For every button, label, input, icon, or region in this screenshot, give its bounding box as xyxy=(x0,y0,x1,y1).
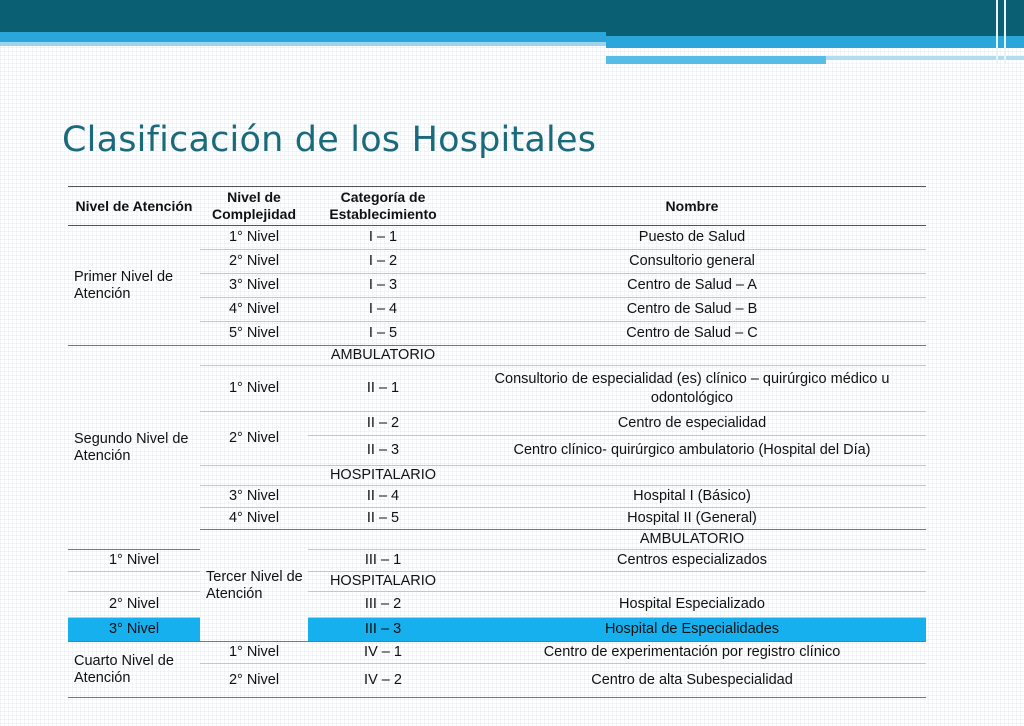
cell-empty xyxy=(68,572,200,592)
section-ambulatorio: AMBULATORIO xyxy=(308,346,458,366)
level-label-tercer: Tercer Nivel de Atención xyxy=(200,530,308,642)
cell-complejidad: 1° Nivel xyxy=(68,550,200,572)
cell-empty xyxy=(200,346,308,366)
section-hospitalario: HOSPITALARIO xyxy=(308,466,458,486)
cell-empty xyxy=(458,346,926,366)
cell-complejidad: 4° Nivel xyxy=(200,508,308,530)
table-header-row xyxy=(68,187,926,226)
cell-nombre: Centro de Salud – B xyxy=(458,298,926,322)
cell-empty xyxy=(458,572,926,592)
section-ambulatorio: AMBULATORIO xyxy=(458,530,926,550)
header-nivel-complejidad: Nivel de Complejidad xyxy=(200,187,308,226)
cell-complejidad: 3° Nivel xyxy=(200,274,308,298)
cell-nombre: Centro de especialidad xyxy=(458,412,926,436)
cell-nombre: Centros especializados xyxy=(458,550,926,572)
cell-categoria: I – 5 xyxy=(308,322,458,346)
cell-complejidad: 2° Nivel xyxy=(200,412,308,466)
table-row xyxy=(68,226,926,250)
header-divider xyxy=(1004,0,1006,64)
cell-nombre: Centro clínico- quirúrgico ambulatorio (Hospital del Día) xyxy=(458,436,926,466)
table-row xyxy=(68,642,926,664)
cell-empty xyxy=(458,466,926,486)
cell-categoria: III – 3 xyxy=(308,618,458,642)
cell-complejidad: 1° Nivel xyxy=(200,366,308,412)
cell-nombre: Hospital II (General) xyxy=(458,508,926,530)
cell-empty xyxy=(308,530,458,550)
header-divider xyxy=(996,0,998,64)
cell-nombre: Centro de alta Subespecialidad xyxy=(458,664,926,698)
cell-categoria: I – 4 xyxy=(308,298,458,322)
header-stripe xyxy=(0,32,606,42)
cell-categoria: I – 2 xyxy=(308,250,458,274)
cell-categoria: II – 3 xyxy=(308,436,458,466)
header-stripe-accent xyxy=(606,56,826,64)
cell-nombre: Centro de Salud – C xyxy=(458,322,926,346)
hospital-classification-table xyxy=(68,186,926,698)
slide-title: Clasificación de los Hospitales xyxy=(62,120,597,160)
header-categoria: Categoría de Establecimiento xyxy=(308,187,458,226)
header-nivel-atencion: Nivel de Atención xyxy=(68,187,200,226)
cell-nombre: Puesto de Salud xyxy=(458,226,926,250)
cell-complejidad: 3° Nivel xyxy=(200,486,308,508)
header-stripe-right xyxy=(606,36,1024,48)
table-row xyxy=(68,572,926,592)
cell-categoria: III – 1 xyxy=(308,550,458,572)
cell-complejidad: 3° Nivel xyxy=(68,618,200,642)
cell-categoria: II – 5 xyxy=(308,508,458,530)
cell-empty xyxy=(200,466,308,486)
cell-categoria: IV – 1 xyxy=(308,642,458,664)
cell-complejidad: 2° Nivel xyxy=(68,592,200,618)
cell-nombre: Hospital I (Básico) xyxy=(458,486,926,508)
cell-categoria: II – 1 xyxy=(308,366,458,412)
section-hospitalario: HOSPITALARIO xyxy=(308,572,458,592)
cell-complejidad: 4° Nivel xyxy=(200,298,308,322)
cell-nombre: Centro de experimentación por registro clínico xyxy=(458,642,926,664)
table-row-highlighted xyxy=(68,618,926,642)
cell-complejidad: 1° Nivel xyxy=(200,642,308,664)
cell-complejidad: 2° Nivel xyxy=(200,664,308,698)
cell-nombre: Hospital de Especialidades xyxy=(458,618,926,642)
cell-categoria: II – 2 xyxy=(308,412,458,436)
cell-categoria: I – 3 xyxy=(308,274,458,298)
cell-complejidad: 1° Nivel xyxy=(200,226,308,250)
cell-categoria: III – 2 xyxy=(308,592,458,618)
cell-nombre: Consultorio de especialidad (es) clínico – quirúrgico médico u odontológico xyxy=(458,366,926,412)
cell-categoria: II – 4 xyxy=(308,486,458,508)
level-label-cuarto: Cuarto Nivel de Atención xyxy=(68,642,200,698)
table-row xyxy=(68,592,926,618)
cell-nombre: Hospital Especializado xyxy=(458,592,926,618)
header-stripe-faint xyxy=(826,56,1024,60)
cell-categoria: I – 1 xyxy=(308,226,458,250)
cell-complejidad: 5° Nivel xyxy=(200,322,308,346)
cell-complejidad: 2° Nivel xyxy=(200,250,308,274)
header-bar xyxy=(0,0,1024,36)
header-nombre: Nombre xyxy=(458,187,926,226)
level-label-primer: Primer Nivel de Atención xyxy=(68,226,200,346)
cell-nombre: Centro de Salud – A xyxy=(458,274,926,298)
cell-nombre: Consultorio general xyxy=(458,250,926,274)
level-label-segundo: Segundo Nivel de Atención xyxy=(68,346,200,550)
table-row xyxy=(68,550,926,572)
table-row xyxy=(68,346,926,366)
header-stripe-light xyxy=(0,42,606,46)
cell-categoria: IV – 2 xyxy=(308,664,458,698)
